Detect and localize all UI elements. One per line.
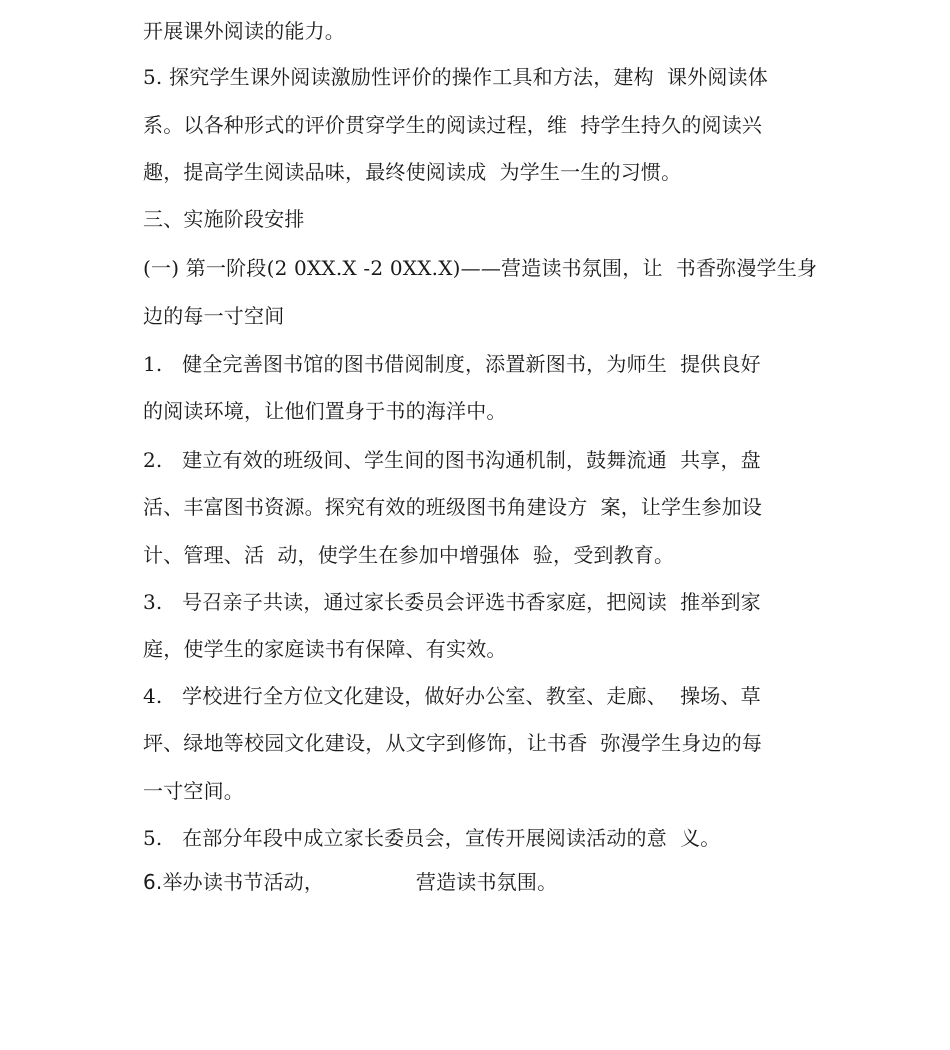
paragraph-line: 趣，提高学生阅读品味，最终使阅读成 为学生一生的习惯。	[143, 160, 682, 184]
list-item-1-continued: 的阅读环境，让他们置身于书的海洋中。	[143, 399, 507, 423]
list-item-2: 2. 建立有效的班级间、学生间的图书沟通机制，鼓舞流通 共享，盘	[143, 448, 761, 472]
list-item-4: 4. 学校进行全方位文化建设，做好办公室、教室、走廊、 操场、草	[143, 684, 761, 708]
paragraph-line: 开展课外阅读的能力。	[143, 19, 345, 43]
list-item-2-continued: 计、管理、活 动，使学生在参加中增强体 验，受到教育。	[143, 543, 675, 567]
list-item-6: 6.举办读书节活动， 营造读书氛围。	[143, 870, 558, 894]
list-item-3-continued: 庭，使学生的家庭读书有保障、有实效。	[143, 637, 507, 661]
paragraph-line: 系。以各种形式的评价贯穿学生的阅读过程，维 持学生持久的阅读兴	[143, 113, 763, 137]
list-item-3: 3. 号召亲子共读，通过家长委员会评选书香家庭，把阅读 推举到家	[143, 590, 761, 614]
section-heading: 三、实施阶段安排	[143, 207, 305, 231]
subsection-heading: (一) 第一阶段(2 0XX.X -2 0XX.X)——营造读书氛围，让 书香弥漫学生身	[143, 256, 818, 280]
list-item-1: 1. 健全完善图书馆的图书借阅制度，添置新图书，为师生 提供良好	[143, 352, 761, 376]
list-item-4-continued: 一寸空间。	[143, 779, 244, 803]
list-item-2-continued: 活、丰富图书资源。探究有效的班级图书角建设方 案，让学生参加设	[143, 495, 763, 519]
subsection-heading-continued: 边的每一寸空间	[143, 304, 285, 328]
list-item-5: 5. 在部分年段中成立家长委员会，宣传开展阅读活动的意 义。	[143, 826, 721, 850]
paragraph-line: 5. 探究学生课外阅读激励性评价的操作工具和方法，建构 课外阅读体	[143, 65, 768, 89]
list-item-4-continued: 坪、绿地等校园文化建设，从文字到修饰，让书香 弥漫学生身边的每	[143, 731, 763, 755]
